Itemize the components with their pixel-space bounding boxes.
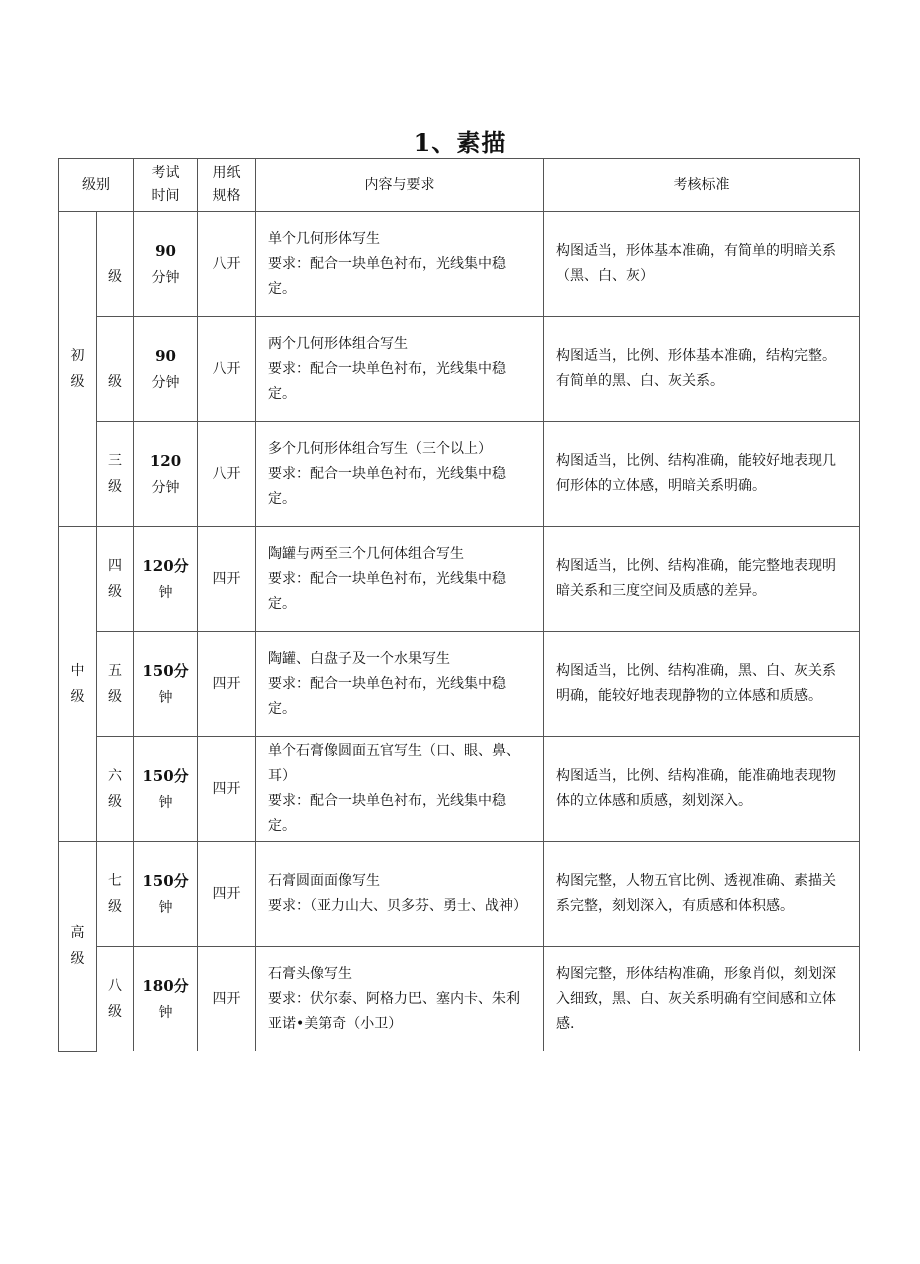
header-paper: 用纸 规格 [198,159,256,212]
time-cell: 150分 钟 [134,842,198,947]
time-cell: 120 分钟 [134,422,198,527]
table-row [59,737,860,842]
header-time: 考试 时间 [134,159,198,212]
grade-cell: 七 级 [97,842,134,947]
header-content: 内容与要求 [256,159,544,212]
time-cell: 120分 钟 [134,527,198,632]
paper-cell: 四开 [198,527,256,632]
paper-cell: 八开 [198,212,256,317]
time-cell: 90 分钟 [134,212,198,317]
content-cell: 陶罐与两至三个几何体组合写生 要求：配合一块单色衬布，光线集中稳定。 [256,527,544,632]
paper-cell: 四开 [198,842,256,947]
level-group-cell: 高 级 [59,842,97,1052]
content-cell: 单个石膏像圆面五官写生（口、眼、鼻、耳） 要求：配合一块单色衬布，光线集中稳定。 [256,737,544,842]
table-row [59,317,860,422]
time-cell: 180分 钟 [134,947,198,1052]
page-title: 1、素描 [413,128,507,157]
header-standard: 考核标准 [544,159,860,212]
level-group-cell: 中 级 [59,527,97,842]
grade-cell: 级 [97,212,134,317]
standard-cell: 构图适当，比例、结构准确，能完整地表现明暗关系和三度空间及质感的差异。 [544,527,860,632]
paper-cell: 四开 [198,737,256,842]
standard-cell: 构图适当，比例、结构准确，能准确地表现物体的立体感和质感，刻划深入。 [544,737,860,842]
content-cell: 单个几何形体写生 要求：配合一块单色衬布，光线集中稳定。 [256,212,544,317]
grade-cell: 八 级 [97,947,134,1052]
header-row [59,159,860,212]
table-row [59,632,860,737]
table-row [59,422,860,527]
paper-cell: 八开 [198,422,256,527]
grade-cell: 五 级 [97,632,134,737]
standard-cell: 构图适当，形体基本准确，有简单的明暗关系（黑、白、灰） [544,212,860,317]
standard-cell: 构图完整，形体结构准确，形象肖似，刻划深入细致，黑、白、灰关系明确有空间感和立体感. [544,947,860,1052]
table-row [59,527,860,632]
content-cell: 两个几何形体组合写生 要求：配合一块单色衬布，光线集中稳定。 [256,317,544,422]
exam-table [58,158,860,1052]
content-cell: 陶罐、白盘子及一个水果写生 要求：配合一块单色衬布，光线集中稳定。 [256,632,544,737]
grade-cell: 级 [97,317,134,422]
grade-cell: 三 级 [97,422,134,527]
grade-cell: 四 级 [97,527,134,632]
header-level: 级别 [59,159,134,212]
time-cell: 150分 钟 [134,737,198,842]
paper-cell: 八开 [198,317,256,422]
standard-cell: 构图适当，比例、结构准确，黑、白、灰关系明确，能较好地表现静物的立体感和质感。 [544,632,860,737]
table-row [59,947,860,1052]
standard-cell: 构图适当，比例、结构准确，能较好地表现几何形体的立体感，明暗关系明确。 [544,422,860,527]
content-cell: 石膏头像写生 要求：伏尔泰、阿格力巴、塞内卡、朱利亚诺•美第奇（小卫） [256,947,544,1052]
time-cell: 90 分钟 [134,317,198,422]
content-cell: 多个几何形体组合写生（三个以上） 要求：配合一块单色衬布，光线集中稳定。 [256,422,544,527]
grade-cell: 六 级 [97,737,134,842]
paper-cell: 四开 [198,947,256,1052]
standard-cell: 构图完整，人物五官比例、透视准确、素描关系完整，刻划深入，有质感和体积感。 [544,842,860,947]
table-row [59,212,860,317]
paper-cell: 四开 [198,632,256,737]
content-cell: 石膏圆面面像写生 要求：（亚力山大、贝多芬、勇士、战神） [256,842,544,947]
table-row [59,842,860,947]
time-cell: 150分 钟 [134,632,198,737]
standard-cell: 构图适当，比例、形体基本准确，结构完整。有简单的黑、白、灰关系。 [544,317,860,422]
level-group-cell: 初 级 [59,212,97,527]
